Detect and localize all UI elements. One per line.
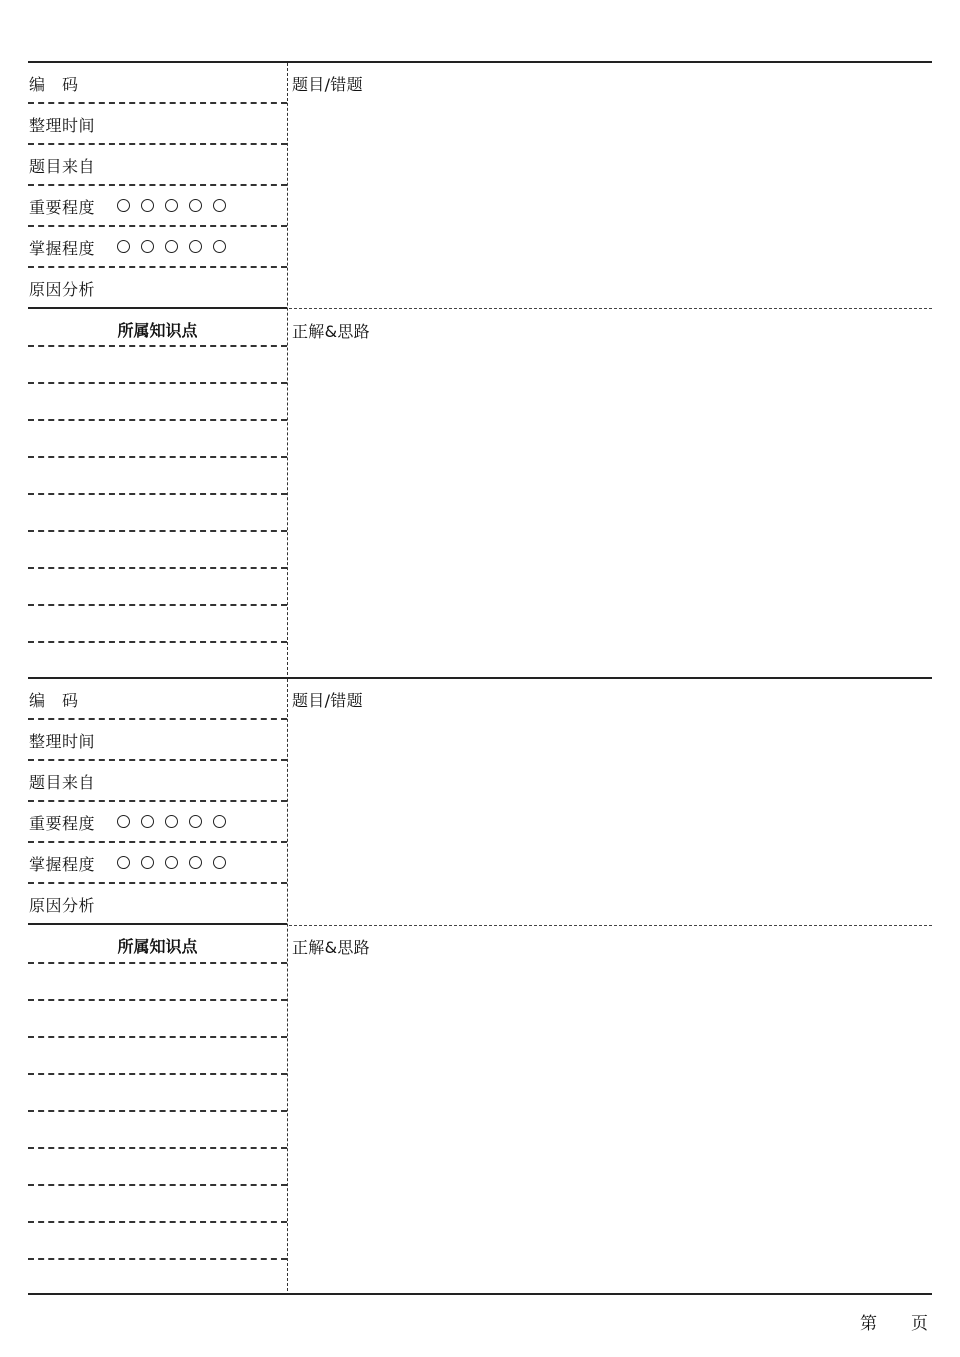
source-label: 题目来自 xyxy=(29,773,96,792)
knowledge-line[interactable] xyxy=(28,1221,287,1223)
reason-row[interactable] xyxy=(28,268,287,309)
source-label: 题目来自 xyxy=(29,157,96,176)
mastery-rating xyxy=(117,240,226,253)
mastery-label: 掌握程度 xyxy=(29,239,96,258)
knowledge-line[interactable] xyxy=(28,1147,287,1149)
importance-rating xyxy=(117,199,226,212)
rating-circle[interactable] xyxy=(189,815,202,828)
knowledge-line[interactable] xyxy=(28,567,287,569)
mistake-card-2 xyxy=(28,677,932,1296)
question-title: 题目/错题 xyxy=(292,75,363,94)
rating-circle[interactable] xyxy=(213,856,226,869)
answer-title: 正解&思路 xyxy=(292,938,370,957)
importance-label: 重要程度 xyxy=(29,814,96,833)
card-content-column xyxy=(289,63,932,678)
knowledge-line[interactable] xyxy=(28,604,287,606)
knowledge-line[interactable] xyxy=(28,1110,287,1112)
knowledge-line[interactable] xyxy=(28,641,287,643)
mistake-card-1 xyxy=(28,61,932,680)
rating-circle[interactable] xyxy=(213,815,226,828)
rating-circle[interactable] xyxy=(189,199,202,212)
knowledge-points-header: 所属知识点 xyxy=(117,321,198,340)
time-row[interactable] xyxy=(28,720,287,761)
code-row[interactable] xyxy=(28,63,287,104)
card-info-column xyxy=(28,63,287,678)
mastery-label: 掌握程度 xyxy=(29,855,96,874)
knowledge-line[interactable] xyxy=(28,999,287,1001)
rating-circle[interactable] xyxy=(117,856,130,869)
importance-label: 重要程度 xyxy=(29,198,96,217)
reason-row[interactable] xyxy=(28,884,287,925)
knowledge-line[interactable] xyxy=(28,1184,287,1186)
knowledge-line[interactable] xyxy=(28,382,287,384)
rating-circle[interactable] xyxy=(165,199,178,212)
rating-circle[interactable] xyxy=(117,199,130,212)
rating-circle[interactable] xyxy=(165,856,178,869)
time-row[interactable] xyxy=(28,104,287,145)
question-title: 题目/错题 xyxy=(292,691,363,710)
knowledge-line[interactable] xyxy=(28,962,287,964)
rating-circle[interactable] xyxy=(213,199,226,212)
source-row[interactable] xyxy=(28,761,287,802)
rating-circle[interactable] xyxy=(165,815,178,828)
knowledge-line[interactable] xyxy=(28,1036,287,1038)
column-divider xyxy=(287,63,288,675)
card-content-column xyxy=(289,679,932,1294)
answer-title: 正解&思路 xyxy=(292,322,370,341)
card-info-column xyxy=(28,679,287,1294)
knowledge-line[interactable] xyxy=(28,493,287,495)
source-row[interactable] xyxy=(28,145,287,186)
time-label: 整理时间 xyxy=(29,116,96,135)
knowledge-line[interactable] xyxy=(28,345,287,347)
knowledge-points-header: 所属知识点 xyxy=(117,937,198,956)
knowledge-line[interactable] xyxy=(28,1073,287,1075)
mastery-rating xyxy=(117,856,226,869)
rating-circle[interactable] xyxy=(189,856,202,869)
rating-circle[interactable] xyxy=(141,815,154,828)
footer-rule xyxy=(28,1293,932,1295)
mastery-row xyxy=(28,843,287,884)
question-answer-divider xyxy=(289,925,932,926)
time-label: 整理时间 xyxy=(29,732,96,751)
rating-circle[interactable] xyxy=(117,815,130,828)
mastery-row xyxy=(28,227,287,268)
rating-circle[interactable] xyxy=(141,240,154,253)
reason-label: 原因分析 xyxy=(29,280,96,299)
importance-rating xyxy=(117,815,226,828)
code-row[interactable] xyxy=(28,679,287,720)
rating-circle[interactable] xyxy=(189,240,202,253)
page-number-label: 第 页 xyxy=(860,1314,928,1334)
knowledge-line[interactable] xyxy=(28,419,287,421)
reason-label: 原因分析 xyxy=(29,896,96,915)
knowledge-line[interactable] xyxy=(28,530,287,532)
rating-circle[interactable] xyxy=(141,856,154,869)
rating-circle[interactable] xyxy=(165,240,178,253)
importance-row xyxy=(28,186,287,227)
knowledge-line[interactable] xyxy=(28,1258,287,1260)
rating-circle[interactable] xyxy=(213,240,226,253)
column-divider xyxy=(287,679,288,1291)
code-label: 编 码 xyxy=(29,691,79,710)
rating-circle[interactable] xyxy=(117,240,130,253)
rating-circle[interactable] xyxy=(141,199,154,212)
question-answer-divider xyxy=(289,308,932,309)
code-label: 编 码 xyxy=(29,75,79,94)
importance-row xyxy=(28,802,287,843)
knowledge-line[interactable] xyxy=(28,456,287,458)
